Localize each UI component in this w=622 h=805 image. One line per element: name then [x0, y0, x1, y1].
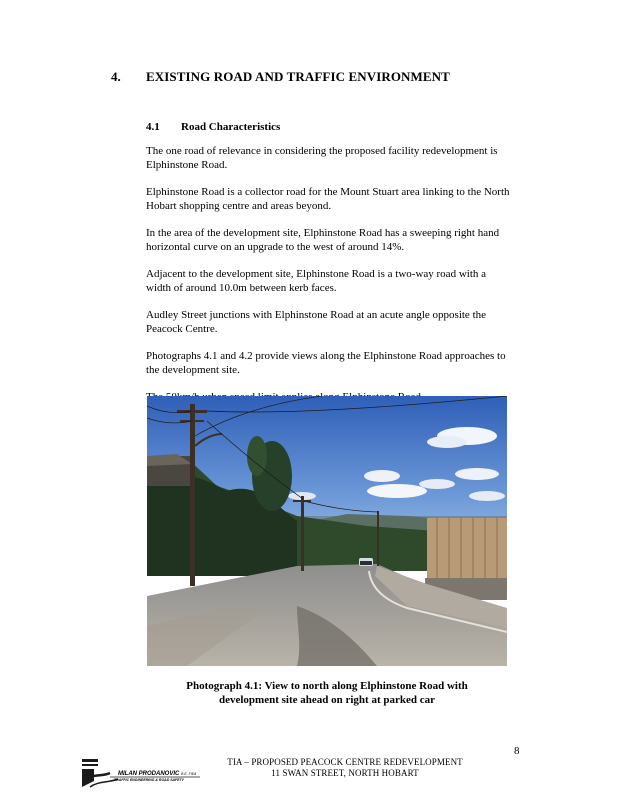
paragraph: The one road of relevance in considering the proposed facility redevelopment is Elphinstone Road.: [146, 145, 498, 171]
section-title: EXISTING ROAD AND TRAFFIC ENVIRONMENT: [146, 69, 450, 84]
page-number: 8: [514, 745, 520, 757]
company-logo: [80, 757, 220, 789]
subsection-title: Road Characteristics: [181, 121, 281, 133]
subsection-number: 4.1: [146, 121, 160, 133]
footer-line-1: TIA – PROPOSED PEACOCK CENTRE REDEVELOPMENT: [227, 757, 463, 767]
paragraph: Adjacent to the development site, Elphinstone Road is a two-way road with a width of around 10.0m between kerb faces.: [146, 268, 487, 294]
logo-name: MILAN PRODANOVIC B.E. FIEA: [118, 771, 197, 777]
footer-line-2: 11 SWAN STREET, NORTH HOBART: [271, 768, 419, 778]
photo-caption: [147, 679, 507, 707]
caption-line-1: Photograph 4.1: View to north along Elphinstone Road with: [186, 680, 468, 692]
caption-line-2: development site ahead on right at parked car: [218, 694, 435, 706]
road-photograph: [147, 396, 507, 666]
section-number: 4.: [111, 69, 121, 84]
logo-tagline: TRAFFIC ENGINEERING & ROAD SAFETY: [114, 778, 185, 782]
paragraph: In the area of the development site, Elphinstone Road has a sweeping right hand horizontal curve on an upgrade to the west of around 14%.: [146, 227, 500, 253]
body-text: [146, 144, 511, 417]
paragraph: Elphinstone Road is a collector road for the Mount Stuart area linking to the North Hobart shopping centre and areas beyond.: [146, 186, 510, 212]
paragraph: Photographs 4.1 and 4.2 provide views along the Elphinstone Road approaches to the development site.: [146, 350, 506, 376]
paragraph: Audley Street junctions with Elphinstone Road at an acute angle opposite the Peacock Centre.: [146, 309, 487, 335]
logo-qualifications: B.E. FIEA: [181, 772, 197, 776]
page-footer: [220, 757, 470, 779]
